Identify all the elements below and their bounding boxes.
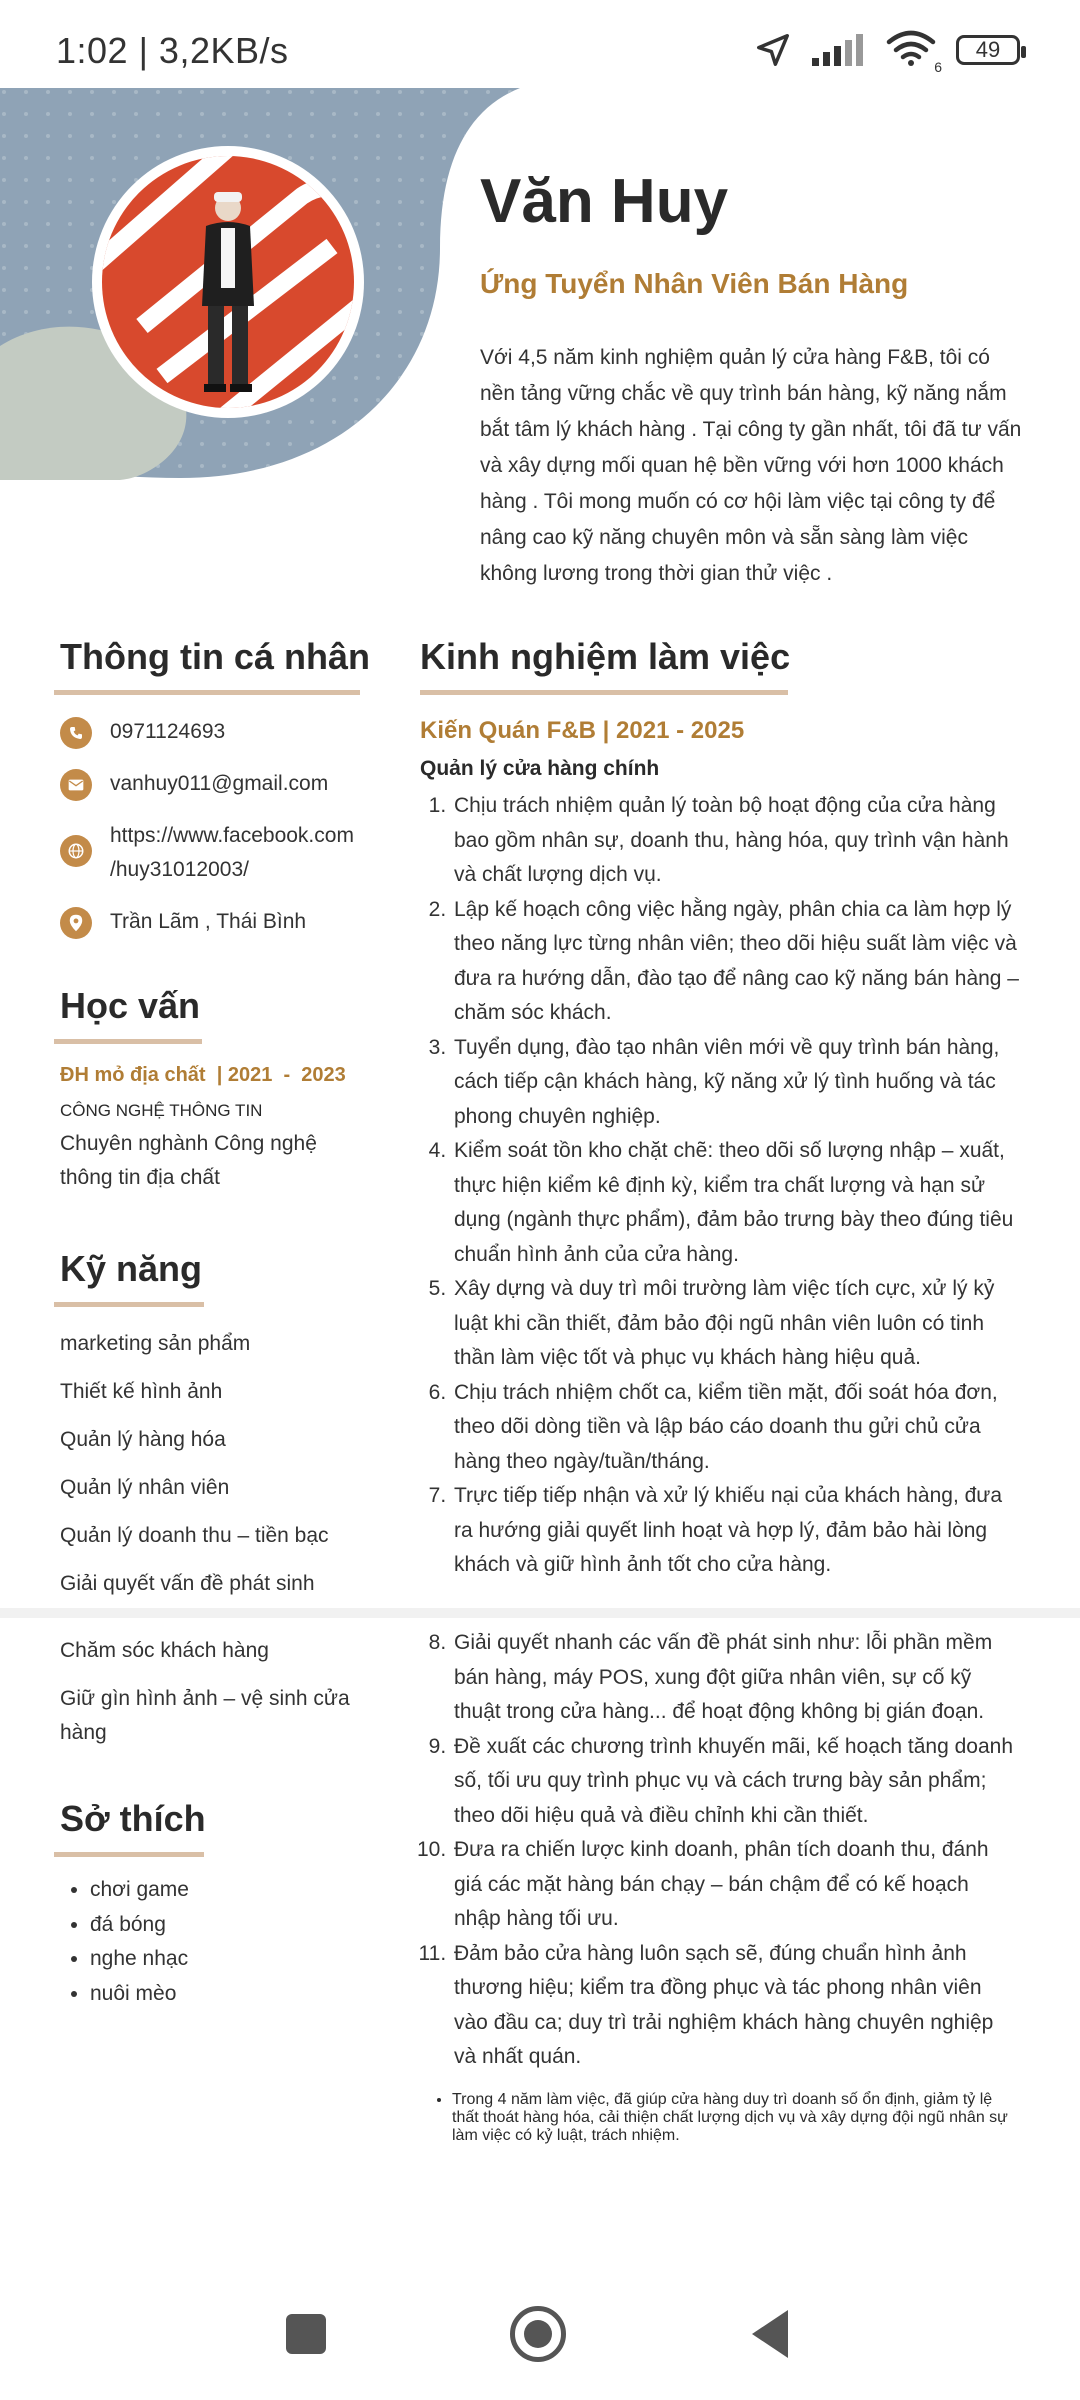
wifi-icon	[886, 30, 936, 66]
experience-section-continued	[420, 1626, 1020, 2161]
duty-item: 4. Kiểm soát tồn kho chặt chẽ: theo dõi số lượng nhập – xuất, thực hiện kiểm kê định kỳ, kiểm tra chất lượng và hạn sử dụng (ngành thực phẩm), đảm bảo trưng bày theo đúng tiêu chuẩn hình ảnh của cửa hàng.	[452, 1134, 1020, 1272]
skill-item: Giải quyết vấn đề phát sinh	[60, 1572, 315, 1595]
back-button[interactable]	[752, 2310, 788, 2358]
skill-item: Quản lý nhân viên	[60, 1476, 230, 1499]
hobby-item: • đá bóng	[90, 1908, 380, 1943]
contact-phone[interactable]	[60, 715, 380, 767]
profile-summary: Với 4,5 năm kinh nghiệm quản lý cửa hàng F&B, tôi có nền tảng vững chắc về quy trình bán hàng, kỹ năng nắm bắt tâm lý khách hàng . Tại công ty gần nhất, tôi đã tư vấn và xây dựng mối quan hệ bền vững với hơn 1000 khách hàng . Tôi mong muốn có cơ hội làm việc tại công ty để nâng cao kỹ năng chuyên môn và sẵn sàng làm việc không lương trong thời gian thử việc .	[480, 346, 1022, 585]
job-position: Quản lý cửa hàng chính	[420, 757, 660, 780]
hobbies-list	[60, 1873, 380, 2011]
duty-item: 3. Tuyển dụng, đào tạo nhân viên mới về quy trình bán hàng, cách tiếp cận khách hàng, kỹ năng xử lý tình huống và tác phong chuyên nghiệp.	[452, 1031, 1020, 1135]
contact-email[interactable]	[60, 767, 380, 819]
duty-item: 6. Chịu trách nhiệm chốt ca, kiểm tiền mặt, đối soát hóa đơn, theo dõi dòng tiền và lập báo cáo doanh thu gửi chủ cửa hàng theo ngày/tuần/tháng.	[452, 1376, 1020, 1480]
phone-text: 0971124693	[110, 720, 226, 743]
contact-address	[60, 905, 380, 957]
avatar-photo	[102, 156, 354, 408]
email-text: vanhuy011@gmail.com	[110, 772, 329, 795]
avatar	[92, 146, 364, 418]
duty-item: 1. Chịu trách nhiệm quản lý toàn bộ hoạt động của cửa hàng bao gồm nhân sự, doanh thu, hàng hóa, quy trình vận hành và chất lượng dịch vụ.	[452, 789, 1020, 893]
candidate-role: Ứng Tuyển Nhân Viên Bán Hàng	[480, 268, 909, 299]
hobby-item: • nghe nhạc	[90, 1942, 380, 1977]
wifi-status	[886, 30, 942, 75]
website-line-2: /huy31012003/	[110, 858, 249, 881]
skill-item: Chăm sóc khách hàng	[60, 1639, 269, 1662]
page-break	[0, 1608, 1080, 1618]
skill-item: Quản lý doanh thu – tiền bạc	[60, 1524, 329, 1547]
website-line-1: https://www.facebook.com	[110, 824, 354, 847]
education-title: Học vấn	[60, 985, 201, 1026]
hobby-item: • chơi game	[90, 1873, 380, 1908]
experience-section	[420, 636, 1020, 1583]
signal-icon	[812, 34, 866, 66]
address-text: Trần Lãm , Thái Bình	[110, 910, 307, 933]
hobbies-section	[60, 1798, 380, 2011]
skill-item: Giữ gìn hình ảnh – vệ sinh cửa hàng	[60, 1687, 350, 1744]
duty-item: 8. Giải quyết nhanh các vấn đề phát sinh như: lỗi phần mềm bán hàng, máy POS, xung đột giữa nhân viên, sự cố kỹ thuật trong cửa hàng... để hoạt động không bị gián đoạn.	[452, 1626, 1020, 1730]
education-school: ĐH mỏ địa chất | 2021 - 2023	[60, 1064, 346, 1086]
job-company: Kiến Quán F&B | 2021 - 2025	[420, 717, 745, 744]
duty-item: 5. Xây dựng và duy trì môi trường làm việc tích cực, xử lý kỷ luật khi cần thiết, đảm bảo đội ngũ nhân viên luôn có tinh thần làm việc tốt và phục vụ khách hàng hiệu quả.	[452, 1272, 1020, 1376]
duties-list	[420, 789, 1020, 1583]
achievement-list	[420, 2091, 1020, 2145]
education-detail: Chuyên nghành Công nghệ thông tin địa chất	[60, 1132, 317, 1189]
section-divider	[54, 1039, 202, 1044]
home-button[interactable]	[510, 2306, 566, 2362]
section-divider	[420, 690, 788, 695]
status-icons	[754, 30, 1020, 75]
phone-icon	[60, 717, 92, 749]
skills-section-continued	[60, 1634, 380, 1750]
duty-item: 9. Đề xuất các chương trình khuyến mãi, kế hoạch tăng doanh số, tối ưu quy trình phục vụ và cách trưng bày sản phẩm; theo dõi hiệu quả và điều chỉnh khi cần thiết.	[452, 1730, 1020, 1834]
skill-item: Quản lý hàng hóa	[60, 1428, 226, 1451]
skills-section	[60, 1248, 380, 1615]
duty-item: 10. Đưa ra chiến lược kinh doanh, phân tích doanh thu, đánh giá các mặt hàng bán chạy – bán chậm để có kế hoạch nhập hàng tối ưu.	[452, 1833, 1020, 1937]
experience-title: Kinh nghiệm làm việc	[420, 636, 791, 677]
education-section	[60, 985, 380, 1195]
globe-icon	[60, 835, 92, 867]
personal-info-section	[60, 636, 380, 957]
duty-item: 11. Đảm bảo cửa hàng luôn sạch sẽ, đúng chuẩn hình ảnh thương hiệu; kiểm tra đồng phục và tác phong nhân viên vào đầu ca; duy trì trải nghiệm khách hàng chuyên nghiệp và nhất quán.	[452, 1937, 1020, 2075]
recent-apps-button[interactable]	[286, 2314, 326, 2354]
website-text	[110, 819, 354, 887]
wifi-badge: 6	[934, 58, 942, 75]
hobbies-title: Sở thích	[60, 1798, 206, 1839]
status-bar	[0, 0, 1080, 88]
battery-level: 49	[975, 37, 1001, 62]
section-divider	[54, 1302, 204, 1307]
hobby-item: • nuôi mèo	[90, 1977, 380, 2012]
status-time: 1:02 | 3,2KB/s	[56, 30, 289, 71]
skill-item: marketing sản phẩm	[60, 1332, 251, 1355]
skills-title: Kỹ năng	[60, 1248, 203, 1289]
duty-item: 7. Trực tiếp tiếp nhận và xử lý khiếu nại của khách hàng, đưa ra hướng giải quyết linh hoạt và hợp lý, đảm bảo hài lòng khách và giữ hình ảnh tốt cho cửa hàng.	[452, 1479, 1020, 1583]
duties-list-continued	[420, 1626, 1020, 2075]
section-divider	[54, 1852, 204, 1857]
duty-item: 2. Lập kế hoạch công việc hằng ngày, phân chia ca làm hợp lý theo năng lực từng nhân viên; theo dõi hiệu suất làm việc và đưa ra hướng dẫn, đào tạo để nâng cao kỹ năng bán hàng – chăm sóc khách.	[452, 893, 1020, 1031]
achievement-item: • Trong 4 năm làm việc, đã giúp cửa hàng duy trì doanh số ổn định, giảm tỷ lệ thất thoát hàng hóa, cải thiện chất lượng dịch vụ và xây dựng đội ngũ nhân sự làm việc có kỷ luật, trách nhiệm.	[452, 2091, 1020, 2145]
location-arrow-icon	[754, 31, 792, 69]
location-pin-icon	[60, 907, 92, 939]
contact-website[interactable]	[60, 819, 380, 905]
candidate-name: Văn Huy	[480, 167, 729, 236]
personal-info-title: Thông tin cá nhân	[60, 636, 370, 677]
skill-item: Thiết kế hình ảnh	[60, 1380, 223, 1403]
section-divider	[54, 690, 360, 695]
email-icon	[60, 769, 92, 801]
education-major: CÔNG NGHỆ THÔNG TIN	[60, 1101, 263, 1120]
battery-indicator	[956, 35, 1020, 65]
